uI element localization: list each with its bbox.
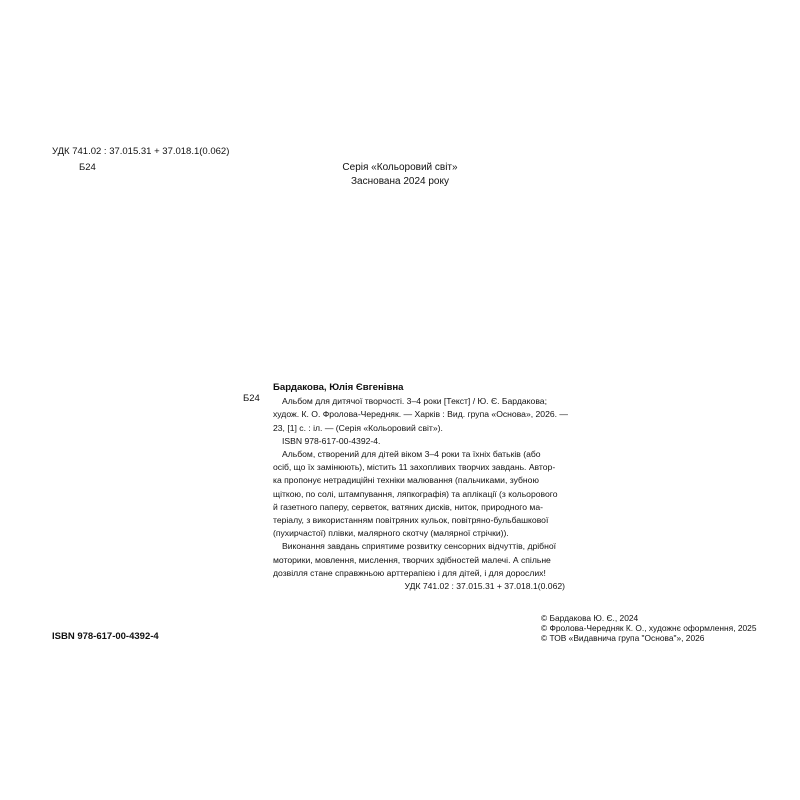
card-annotation-line: осіб, що їх замінюють), містить 11 захопливих творчих завдань. Автор- — [273, 462, 556, 473]
isbn-footer: ISBN 978-617-00-4392-4 — [52, 631, 159, 642]
udk-code-top: УДК 741.02 : 37.015.31 + 37.018.1(0.062) — [52, 146, 230, 157]
copyright-line: © Бардакова Ю. Є., 2024 — [541, 613, 639, 623]
author-index-top: Б24 — [79, 162, 96, 173]
card-annotation-line: ка пропонує нетрадиційні техніки малювання (пальчиками, зубною — [273, 475, 539, 486]
card-annotation-line: теріалу, з використанням повітряних кульок, повітряно-бульбашкової — [273, 515, 549, 526]
card-isbn: ISBN 978-617-00-4392-4. — [282, 435, 381, 446]
card-biblio-line: 23, [1] с. : іл. — (Серія «Кольоровий світ»). — [273, 422, 443, 433]
card-author: Бардакова, Юлія Євгенівна — [273, 382, 404, 393]
card-annotation-line: дозвілля стане справжньою арттерапією і для дітей, і для дорослих! — [273, 567, 546, 578]
author-index-card: Б24 — [243, 393, 260, 404]
copyright-line: © Фролова-Чередняк К. О., художнє оформлення, 2025 — [541, 623, 757, 633]
copyright-line: © ТОВ «Видавнича група "Основа"», 2026 — [541, 633, 705, 643]
card-biblio-line: Альбом для дитячої творчості. 3–4 роки [Текст] / Ю. Є. Бардакова; — [282, 396, 547, 407]
card-annotation-line: щіткою, по солі, штампування, ляпкографія) та аплікації (з кольорового — [273, 488, 558, 499]
series-name: Серія «Кольоровий світ» — [342, 162, 458, 173]
card-annotation-line: моторики, мовлення, мислення, творчих здібностей малечі. А спільне — [273, 554, 551, 565]
card-annotation-line: й газетного паперу, серветок, ватяних дисків, ниток, природного ма- — [273, 501, 543, 512]
card-annotation-line: Виконання завдань сприятиме розвитку сенсорних відчуттів, дрібної — [282, 541, 556, 552]
series-founded: Заснована 2024 року — [351, 176, 449, 187]
udk-code-card: УДК 741.02 : 37.015.31 + 37.018.1(0.062) — [404, 581, 565, 592]
card-annotation-line: (пухирчастої) плівки, малярного скотчу (малярної стрічки)). — [273, 528, 509, 539]
card-biblio-line: худож. К. О. Фролова-Чередняк. — Харків : Вид. група «Основа», 2026. — — [273, 409, 569, 420]
catalog-card — [273, 381, 569, 593]
card-annotation-line: Альбом, створений для дітей віком 3–4 роки та їхніх батьків (або — [282, 449, 541, 460]
